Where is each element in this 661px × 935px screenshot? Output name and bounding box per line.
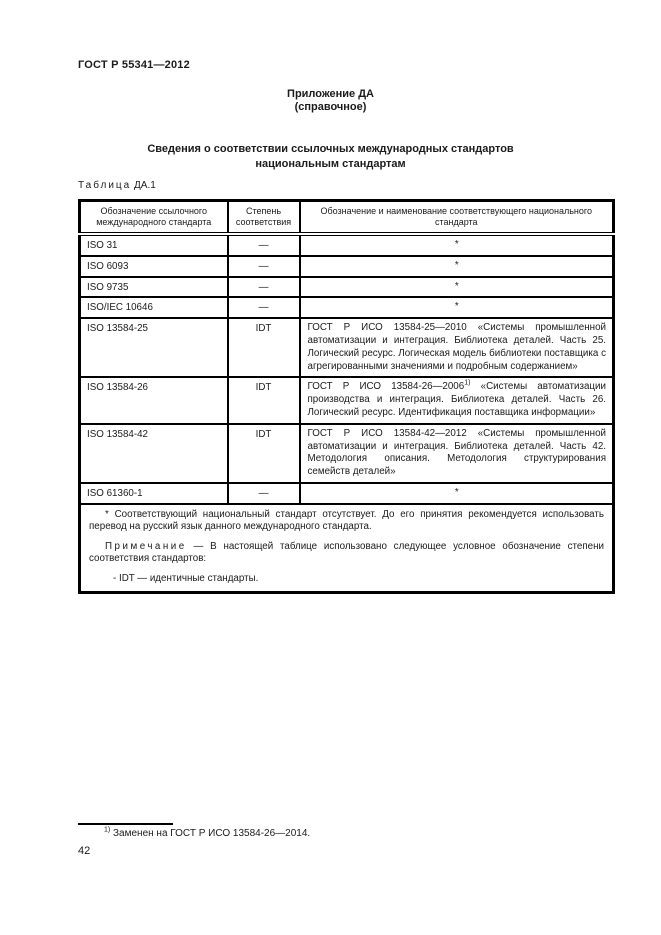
table-row — [80, 277, 614, 298]
degree-cell: — — [228, 297, 300, 318]
table-row — [80, 377, 614, 423]
ref-standard-cell: ISO 9735 — [80, 277, 228, 298]
national-standard-cell: ГОСТ Р ИСО 13584-25—2010 «Системы промышленной автоматизации и интеграция. Библиотека деталей. Часть 25. Логический ресурс. Логическая модель библиотеки поставщика с агрегированными значениями и подробным содержанием» — [300, 318, 614, 377]
degree-cell: — — [228, 277, 300, 298]
table-footnote-cell — [80, 504, 614, 593]
degree-cell: IDT — [228, 377, 300, 423]
national-standard-cell: * — [300, 483, 614, 504]
page-footnote — [78, 828, 558, 839]
national-standard-cell: * — [300, 234, 614, 256]
table-header-row — [80, 201, 614, 235]
footnote-divider — [78, 823, 173, 825]
ref-standard-cell: ISO 13584-42 — [80, 424, 228, 483]
table-label — [78, 180, 156, 191]
degree-cell: IDT — [228, 424, 300, 483]
national-standard-cell: * — [300, 277, 614, 298]
table-row — [80, 297, 614, 318]
national-standard-cell: ГОСТ Р ИСО 13584-42—2012 «Системы промышленной автоматизации и интеграция. Библиотека деталей. Часть 42. Методология описания. Методология структурирования семейств деталей» — [300, 424, 614, 483]
national-standard-cell: * — [300, 297, 614, 318]
table-row — [80, 256, 614, 277]
annex-name: Приложение ДА — [287, 88, 374, 100]
table-note-item: - IDT — идентичные стандарты. — [113, 572, 259, 584]
col-header-national-standard: Обозначение и наименование соответствующего национального стандарта — [300, 201, 614, 235]
table-label-number: ДА.1 — [134, 180, 156, 191]
note-text: — В настоящей таблице использовано следующее условное обозначение степени соответствия стандартов: — [89, 540, 604, 564]
table-row — [80, 424, 614, 483]
table-row — [80, 318, 614, 377]
table-row — [80, 234, 614, 256]
national-standard-cell: * — [300, 256, 614, 277]
annex-type: (справочное) — [294, 101, 367, 113]
ref-standard-cell: ISO 13584-26 — [80, 377, 228, 423]
appendix-title-line1: Сведения о соответствии ссылочных международных стандартов — [147, 143, 514, 155]
note-label: Примечание — [105, 540, 187, 552]
annex-heading — [0, 88, 661, 114]
col-header-degree: Степень соответствия — [228, 201, 300, 235]
national-standard-cell — [300, 377, 614, 423]
national-standard-text: «Системы автоматизации производства и интеграция. Библиотека деталей. Часть 26. Логический ресурс. Идентификация поставщика информации» — [307, 381, 606, 418]
degree-cell: — — [228, 256, 300, 277]
table-footnote-star: * Соответствующий национальный стандарт отсутствует. До его принятия рекомендуется использовать перевод на русский язык данного международного стандарта. — [89, 508, 604, 532]
ref-standard-cell: ISO/IEC 10646 — [80, 297, 228, 318]
footnote-marker: 1) — [104, 826, 111, 834]
table-row — [80, 483, 614, 504]
footnote-marker: 1) — [464, 380, 471, 388]
national-standard-text: ГОСТ Р ИСО 13584-26—2006 — [307, 381, 465, 393]
table-footnote-row — [80, 504, 614, 593]
page-number: 42 — [78, 845, 91, 857]
appendix-title-line2: национальным стандартам — [255, 158, 406, 170]
doc-number: ГОСТ Р 55341—2012 — [78, 59, 190, 71]
ref-standard-cell: ISO 13584-25 — [80, 318, 228, 377]
ref-standard-cell: ISO 31 — [80, 234, 228, 256]
table-label-word: Таблица — [78, 180, 132, 191]
degree-cell: IDT — [228, 318, 300, 377]
correspondence-table — [78, 199, 615, 594]
degree-cell: — — [228, 483, 300, 504]
ref-standard-cell: ISO 6093 — [80, 256, 228, 277]
ref-standard-cell: ISO 61360-1 — [80, 483, 228, 504]
appendix-title — [0, 142, 661, 172]
table-note — [89, 541, 604, 565]
footnote-text: Заменен на ГОСТ Р ИСО 13584-26—2014. — [110, 828, 311, 839]
col-header-reference-standard: Обозначение ссылочного международного стандарта — [80, 201, 228, 235]
degree-cell: — — [228, 234, 300, 256]
